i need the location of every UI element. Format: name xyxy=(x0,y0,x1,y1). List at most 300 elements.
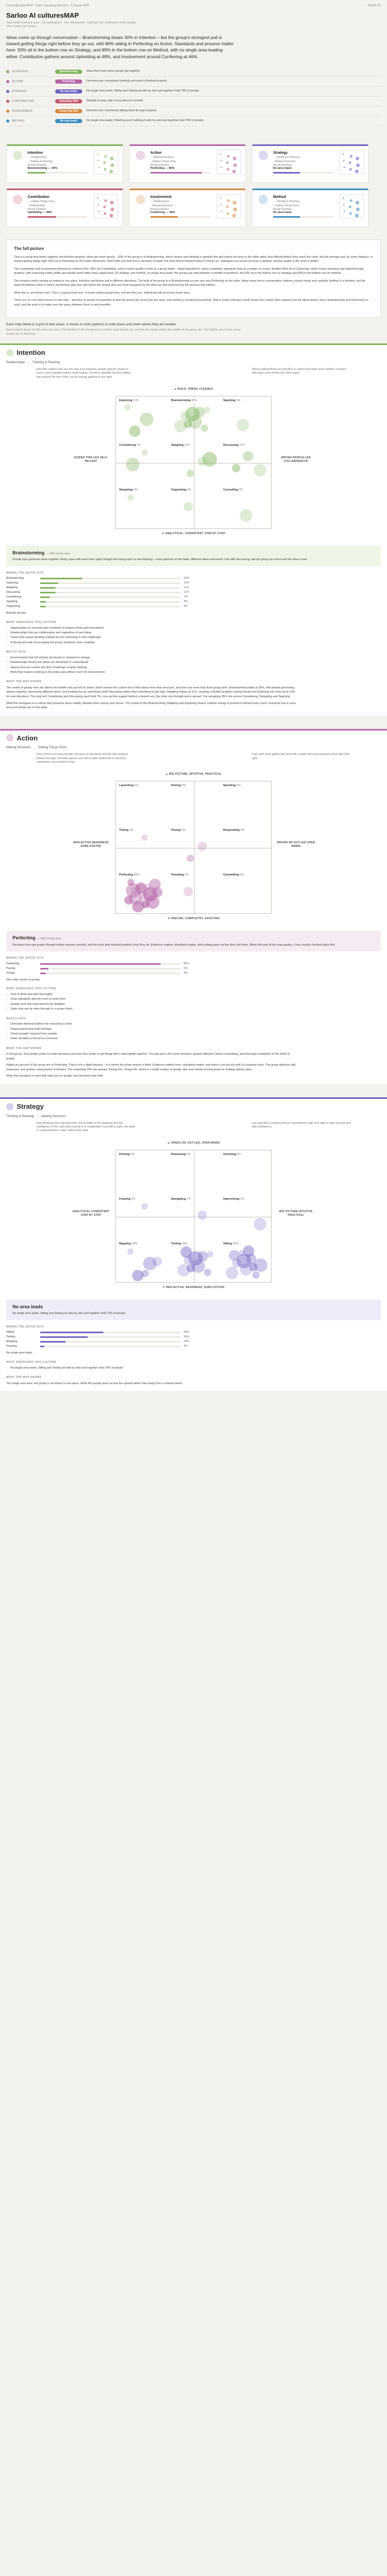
area-label[interactable] xyxy=(170,1197,192,1202)
bar-fill xyxy=(40,963,161,965)
card-axis-1: ↔ Thinking & Planning xyxy=(273,156,300,160)
bar-track xyxy=(40,1346,180,1347)
bar-row xyxy=(6,586,381,590)
bar-track xyxy=(40,973,180,974)
bar-label: Organising xyxy=(6,605,20,608)
leading-area-share: — 86% of this view xyxy=(37,937,61,941)
map-plot xyxy=(115,1150,272,1283)
area-name: Considering xyxy=(119,444,137,447)
axis-desc-left: How thinking turns into direction: the breadth of the planning and the confidence of the calls that commit to it. Imaginative runs left to right, not quite in comprehensive order, rather than rank. xyxy=(36,1121,135,1133)
nine-area-map xyxy=(69,1138,318,1294)
map-plot xyxy=(115,781,272,914)
bar-fill xyxy=(40,1336,88,1338)
chip-dimension: STRATEGY xyxy=(12,89,28,93)
bar-label: Mapping xyxy=(6,1340,18,1344)
area-bubble xyxy=(207,1251,213,1257)
card-progress-fill xyxy=(28,172,46,174)
area-label[interactable] xyxy=(118,784,139,788)
bar-fill xyxy=(40,1346,44,1347)
card-accent-bar xyxy=(130,189,246,190)
card-axis-2: ↕ Making Decisions xyxy=(273,160,296,164)
area-label[interactable] xyxy=(118,1242,138,1246)
chip-row[interactable] xyxy=(6,97,381,107)
bar-value: 86% xyxy=(184,962,190,965)
area-name: Consulting xyxy=(223,488,239,492)
nine-area-map xyxy=(69,384,318,540)
axis-left-label: ANALYTICAL CONSISTENT STEP BY STEP xyxy=(72,1210,110,1217)
area-name: Testing xyxy=(171,1242,182,1245)
bar-track xyxy=(40,587,180,589)
bars-header: WHERE THE GROUP SITS xyxy=(6,957,44,960)
list-item: • Roles decided or forced at a moment xyxy=(6,1037,381,1041)
bar-value: 6% xyxy=(184,966,188,970)
dimension-dot-icon xyxy=(6,70,9,73)
bar-label: Sparking xyxy=(6,600,18,604)
bar-label: Pacing xyxy=(6,966,15,970)
bar-label: Brainstorming xyxy=(6,577,24,580)
card-progress xyxy=(150,172,210,174)
card-title: Method xyxy=(273,195,286,200)
card-accent-bar xyxy=(7,144,123,146)
section-header xyxy=(0,345,387,361)
dimension-dot-icon xyxy=(6,110,9,113)
chip-row[interactable] xyxy=(6,67,381,77)
bar-row xyxy=(6,1344,381,1349)
area-label[interactable] xyxy=(118,1197,136,1202)
full-header: WHAT THE MAP SHOWS xyxy=(6,1046,42,1050)
area-label[interactable] xyxy=(170,1152,192,1157)
area-bubble xyxy=(226,1267,238,1279)
axis-bottom-label: ▼ ANALYTICAL, CONSISTENT, STEP BY STEP xyxy=(162,532,225,536)
area-name: Organising xyxy=(171,488,187,492)
area-value: 4% xyxy=(187,488,191,492)
list-item: • Relationships that are collaborative and supportive of next ideas xyxy=(6,631,381,635)
card-axis-1: ↔ Thinking & Planning xyxy=(273,200,300,204)
section-spacer xyxy=(0,1386,387,1391)
area-bubble xyxy=(232,464,240,472)
guide-link[interactable]: View Guide Full Survey xyxy=(6,25,36,29)
area-value: 0% xyxy=(240,829,245,832)
card-progress-fill xyxy=(28,216,56,218)
list-item: • No single area leads; Sifting and Testing sit side by side and together hold 79% of people xyxy=(6,1366,381,1371)
dimension-chips xyxy=(6,67,381,126)
area-bubble xyxy=(188,415,202,429)
bar-track xyxy=(40,596,180,598)
area-bubble xyxy=(237,419,249,431)
area-name: Sprinting xyxy=(223,784,237,788)
area-value: 13% xyxy=(133,399,139,403)
card-progress xyxy=(273,216,333,218)
area-name: Priming xyxy=(119,1152,131,1156)
axis-poles xyxy=(0,1114,387,1119)
mini-map-icon xyxy=(339,194,364,219)
bar-value: 4% xyxy=(184,600,188,604)
bar-track xyxy=(40,968,180,970)
leading-area-box xyxy=(6,1299,381,1320)
chip-dimension: METHOD xyxy=(12,119,25,123)
area-label[interactable] xyxy=(222,1152,242,1157)
area-bubble xyxy=(146,895,160,909)
list-item: • Demands delivered before the reasoning is done xyxy=(6,1022,381,1027)
area-bubble xyxy=(141,1270,149,1277)
bar-track xyxy=(40,582,180,584)
area-value: 2% xyxy=(133,488,138,492)
area-label[interactable] xyxy=(222,784,242,788)
area-name: Adapting xyxy=(171,444,185,447)
card-result-label: Result summary xyxy=(150,208,170,211)
area-name: Sifting xyxy=(223,1242,233,1245)
chip-badge: No area leads xyxy=(55,119,82,124)
area-label[interactable] xyxy=(222,488,244,493)
full-picture-p5: There are no core blind corners in this map – attention is spread in proportion to how the group sits across the two axes, and nothing is avoided beyond that. That is worth noticing in itself: teams this careful often squeeze out the ideas phase. Here, Brainstorming and Perfecting co-exist, and the work is to make sure the space between them is well-travelled. xyxy=(14,299,369,307)
energises-list xyxy=(6,1366,381,1371)
full-picture-p1: This is a group that thinks together and finishes properly. Ideas get aired openly – 30% of the group is in Brainstorming, which means new thinking is sparked live and tested out loud on the table rather than filtered before they reach the room. But the stronger pull, by some distance, is toward getting things right: 86% sit in Perfecting on the action dimension, which tells you that once a decision is made, the work will be finished before it moves on. Standards are sound, process is applied, and the quality of the work is visible. xyxy=(14,255,373,263)
arrow-icon: ↔ xyxy=(27,361,31,365)
chip-text: Decisions are reached by talking them through properly xyxy=(86,109,157,113)
axis-label-2: Getting Things Done xyxy=(38,746,67,750)
area-value: 2% xyxy=(239,488,243,492)
bar-value: 3% xyxy=(184,1345,188,1348)
axis-label-1: Thinking & Planning xyxy=(6,1114,34,1118)
list-item: • Environments that left entirely structured or resistant to change xyxy=(6,656,381,660)
area-label[interactable] xyxy=(118,443,142,448)
list-item: • Relationships where new ideas are dismissed or undervalued xyxy=(6,660,381,665)
dimension-section-intention xyxy=(0,343,387,715)
full-picture xyxy=(6,240,381,317)
area-label[interactable] xyxy=(170,828,187,833)
area-bubble xyxy=(254,464,266,476)
axis-left-label: GUIDED THIN LED SELF-RELIANT xyxy=(73,456,109,463)
area-label[interactable] xyxy=(170,784,187,788)
card-result: Upholding — 48% xyxy=(28,211,52,215)
area-label[interactable] xyxy=(170,873,190,878)
dimension-icon xyxy=(259,195,268,204)
leading-area-text: Decisions here get proper thought before anyone commits, and the work gets finished properly once they do. Evidence matters, standards matter, and nothing goes out the door half done. When this part of the map speaks, it has usually checked twice first. xyxy=(12,943,336,947)
area-name: Steadying xyxy=(119,488,134,492)
area-name: Timing xyxy=(119,829,130,832)
energises-header: WHAT ENERGISES THIS CULTURE xyxy=(6,1360,57,1364)
dimension-card[interactable] xyxy=(6,188,123,227)
axis-label-2: Thinking & Planning xyxy=(32,361,60,364)
area-bubble xyxy=(129,426,140,437)
card-progress xyxy=(28,172,87,174)
area-value: 0% xyxy=(236,1152,241,1156)
bar-value: 11% xyxy=(184,586,189,590)
chip-row[interactable] xyxy=(6,77,381,87)
list-item: • A strong and safe encouraging the group, produces more creativity xyxy=(6,641,381,645)
axis-top-label: ▲ HANDS ON, OUT-LED, OPEN MINDS xyxy=(167,1141,220,1145)
bar-label: Perfecting xyxy=(6,962,19,965)
area-label[interactable] xyxy=(118,399,140,403)
dimension-icon xyxy=(136,151,145,160)
card-accent-bar xyxy=(130,144,246,146)
full-picture-p4: What this is, and what it isn't. This is a group-level lens. It shows where people lean, not who they are. Individuals will sit across every area. xyxy=(14,291,190,295)
watch-list xyxy=(6,1022,381,1041)
area-value: 7% xyxy=(136,444,141,447)
dimension-dot-icon xyxy=(6,80,9,83)
axis-descriptions xyxy=(0,1119,387,1133)
chip-row[interactable] xyxy=(6,107,381,116)
bar-label: Adapting xyxy=(6,586,18,590)
bar-value: 11% xyxy=(184,591,189,594)
area-name: Framing xyxy=(119,1197,132,1201)
area-bubble xyxy=(246,1254,256,1264)
bar-value: 4% xyxy=(184,971,188,975)
bar-row xyxy=(6,971,381,976)
card-title: Strategy xyxy=(273,151,288,155)
dimension-card[interactable] xyxy=(129,188,246,227)
bar-label: Framing xyxy=(6,1345,17,1348)
bar-row xyxy=(6,1330,381,1335)
list-item: • Spaces that are routine and don't challenge creative thinking xyxy=(6,666,381,670)
full-text: The centre of gravity here sits above the middle and just left of centre, which means this culture led in their ideas more than structure, and from see more than from group point. Brainstorming leads at 30%, with people generating options together, welcoming different views, and treating live an something worth discussing rather than something to get right. Adapting follows at 11%, showing a flexible problem solving streak and Exploring sits close by at 13% for new directions. The long tail: Considering and Discussing each hold 7%, nice put the support behind a shared rest, the other end through and a spread. The remaining 35% sits across Considering, Steadying and Sparking. xyxy=(6,686,295,698)
card-title: Involvement xyxy=(150,195,172,200)
axis-desc-left: How choices become results: the pace of decisions and the way delivery follows through. Decision speed runs left to right, deliberate to decisive; completion rises bottom to top. xyxy=(36,753,128,764)
area-bubble xyxy=(141,1203,148,1210)
area-label[interactable] xyxy=(222,399,241,403)
mini-map-icon xyxy=(94,150,119,175)
axis-right-label: DRIVEN ON OUT-LED OPEN MINDS xyxy=(277,841,315,848)
leading-area-title: No area leads xyxy=(12,1304,43,1309)
breadcrumb: Sharon@cultureMAP · Team Operating Narrative · 8 August 2025 xyxy=(6,4,89,7)
bar-track xyxy=(40,1336,180,1338)
section-header xyxy=(0,731,387,746)
dimension-icon xyxy=(6,1103,14,1110)
chip-row[interactable] xyxy=(6,116,381,126)
area-label[interactable] xyxy=(222,828,246,833)
area-name: Exploring xyxy=(119,399,133,403)
list-item: • Opportunities to innovate and contribute to progress that push boundaries xyxy=(6,626,381,631)
dimension-card[interactable] xyxy=(252,188,369,227)
dimension-icon xyxy=(13,151,22,160)
chip-dimension: CONTRIBUTION xyxy=(12,99,34,103)
area-value: 86% xyxy=(134,873,140,877)
full-picture-title: The full picture xyxy=(14,246,44,251)
map-note-detail: Every map is drawn on the same two axes. The shadow in the background is where most people are, and the dot shows where the middle of the group sits. The bubble size is how many people are in that area. xyxy=(6,328,241,336)
area-name: Launching xyxy=(119,784,135,788)
area-bubble xyxy=(141,834,148,841)
dimension-card[interactable] xyxy=(129,144,246,183)
area-name: Finishing xyxy=(171,873,185,877)
axis-label-2: Making Decisions xyxy=(41,1114,66,1118)
area-value: 0% xyxy=(182,784,186,788)
bar-track xyxy=(40,606,180,607)
area-label[interactable] xyxy=(118,828,134,833)
top-bar xyxy=(0,0,387,8)
chip-text: Ideas flow freely when people get together xyxy=(86,70,140,73)
card-result-label: Result summary xyxy=(273,208,292,211)
area-bubble xyxy=(187,470,194,477)
area-value: 45% xyxy=(233,1242,239,1245)
area-label[interactable] xyxy=(222,1197,246,1202)
card-progress-fill xyxy=(150,216,178,218)
area-label[interactable] xyxy=(222,1242,240,1246)
bars-footnote: One clear centre of gravity xyxy=(6,978,40,981)
card-result-label: Result summary xyxy=(28,164,47,167)
bar-fill xyxy=(40,1332,104,1333)
area-label[interactable] xyxy=(222,873,245,878)
bar-fill xyxy=(40,968,48,970)
bar-track xyxy=(40,1341,180,1343)
bar-row xyxy=(6,581,381,586)
watch-list xyxy=(6,656,381,675)
dimension-icon xyxy=(259,151,268,160)
bar-row xyxy=(6,590,381,595)
dimension-card[interactable] xyxy=(6,144,123,183)
area-bubble xyxy=(180,1246,192,1258)
section-spacer xyxy=(0,710,387,715)
dimension-icon xyxy=(13,195,22,204)
area-value: 0% xyxy=(236,784,241,788)
card-title: Contribution xyxy=(28,195,49,200)
chip-badge: No area leads xyxy=(55,89,82,94)
dimension-dot-icon xyxy=(6,100,9,103)
bar-row xyxy=(6,595,381,600)
watch-header: WATCH OUTS xyxy=(6,1017,27,1020)
chip-text: Decisions are considered carefully and work is finished properly xyxy=(86,79,167,83)
dimension-section-strategy xyxy=(0,1097,387,1391)
card-result: Perfecting — 86% xyxy=(150,167,175,170)
area-label[interactable] xyxy=(118,488,139,493)
area-value: 30% xyxy=(191,399,198,403)
area-label[interactable] xyxy=(170,1242,189,1246)
section-header xyxy=(0,1099,387,1114)
area-name: Brainstorming xyxy=(171,399,192,403)
chip-badge: Perfecting xyxy=(55,79,82,84)
nine-area-map xyxy=(69,769,318,925)
arrow-icon: ↔ xyxy=(33,746,36,750)
card-axis-2: ↕ Relationships xyxy=(28,204,45,208)
card-accent-bar xyxy=(252,189,368,190)
area-value: 2% xyxy=(184,873,189,877)
bar-label: Discussing xyxy=(6,591,20,594)
map-plot xyxy=(115,396,272,529)
bar-fill xyxy=(40,596,50,598)
chip-row[interactable] xyxy=(6,87,381,97)
area-value: 2% xyxy=(240,1197,244,1201)
full-picture-p3: The tensions worth naming sit mainly in one place: Intention and Action pull in different directions. The bulk of the group is in Brainstorming on one axis and Perfecting on the other. Ideas move fast in conversation; delivery moves slowly and carefully. Neither is a problem, but the hand-off between them is where momentum gets lost, and where the people who are most energised by the idea can feel held back by the process that follows. xyxy=(14,279,366,287)
dimension-section-action xyxy=(0,729,387,1084)
dimension-dot-icon xyxy=(6,90,9,93)
card-accent-bar xyxy=(7,189,123,190)
energises-list xyxy=(6,626,381,645)
area-name: Discussing xyxy=(223,444,239,447)
area-value: 6% xyxy=(181,829,186,832)
card-progress-fill xyxy=(273,172,300,174)
area-name: Pacing xyxy=(171,829,182,832)
bar-fill xyxy=(40,601,46,603)
bars-footnote: Broadly spread xyxy=(6,612,25,615)
results-tab[interactable]: RESULTS xyxy=(368,4,381,7)
axis-descriptions xyxy=(0,365,387,379)
area-label[interactable] xyxy=(222,443,246,448)
area-bubble xyxy=(191,1259,205,1273)
leading-area-title: Perfecting xyxy=(12,935,36,941)
full-text-3: What this energises is work that stays put on quality, and decisions that hold. xyxy=(6,1074,104,1078)
full-text-2: Eighty-six percent of this group are in Perfecting. That is not a slight balance – it is where the whole picture is tilted. Evidence matters here, standards matter, and work is not put out until it is properly done. The group distrusts half-measures, and pushes, and practice of finishes. The remaining 14% are spread: Pacing 6%, Timing 4%, which is a small number of people who lean toward moving faster or holding options open. xyxy=(6,1064,296,1071)
leading-area-share: — 30% of the view xyxy=(46,552,70,556)
page-title: Sarloo AI culturesMAP xyxy=(6,11,79,20)
area-value: 34% xyxy=(182,1242,188,1245)
area-label[interactable] xyxy=(118,873,140,878)
area-bubble xyxy=(198,1211,207,1220)
dimension-card[interactable] xyxy=(252,144,369,183)
bar-fill xyxy=(40,587,56,589)
dimension-dot-icon xyxy=(6,119,9,123)
area-bubble xyxy=(252,1271,260,1279)
axis-label-1: Relationships xyxy=(6,361,25,364)
area-value: 11% xyxy=(184,444,190,447)
bar-value: 30% xyxy=(184,577,190,580)
bar-row xyxy=(6,1335,381,1339)
full-header: WHAT THE MAP SHOWS xyxy=(6,680,42,684)
bars-header: WHERE THE GROUP SITS xyxy=(6,1325,44,1329)
bar-fill xyxy=(40,973,46,974)
full-text: The single area here; the group is not drawn to one place. What 4% people place across the spread rather than rising from a shared centre. xyxy=(6,1382,183,1385)
leading-area-box xyxy=(6,546,381,566)
bar-value: 45% xyxy=(184,1331,190,1334)
card-result: Brainstorming — 30% xyxy=(28,167,58,170)
area-name: Mapping xyxy=(119,1242,132,1245)
arrow-icon: ↔ xyxy=(36,1115,40,1118)
mini-map-icon xyxy=(94,194,119,219)
full-text-2: What this energises is a culture that produces ideas readily, debates them openly and moves. The sprawl of the Brainstorming, Adapting and Exploring means creative energy is present in almost every room. Everyone has a voice and most things are on the table. xyxy=(6,701,296,710)
full-picture-p2: The contribution and involvement dimensions reinforce this: 48% sit in Upholding, which means quality is held as a group belief – detail attended to, tasks completed, standards kept as a matter of course. Another 46% sit in Conferring, which means decisions get talked through properly, with reasoning made visible and doubts aired rather than suppressed. On strategy and method, no single area leads: the groups are split between a handful of positions, but 93% sit in the bottom row on strategy and 89% in the bottom row on method. xyxy=(14,267,364,275)
list-item: • 'Good enough' imposed from outside xyxy=(6,1032,381,1037)
area-bubble xyxy=(140,413,153,426)
area-bubble xyxy=(201,424,208,432)
area-bubble xyxy=(240,509,252,522)
chip-text: No single area leads; Sifting and Testing sit side by side and together hold 79% of people xyxy=(86,89,199,93)
bar-fill xyxy=(40,1341,66,1343)
bar-label: Testing xyxy=(6,1335,16,1339)
list-item: • Quality work that lasts beyond the deadline xyxy=(6,1002,381,1007)
chip-badge: Upholding 48% xyxy=(55,99,82,104)
section-title: Strategy xyxy=(17,1102,44,1110)
full-text: In this group, 3xxt people prefer to make decisions and how they prefer to get things done stand tightly together. The bad pull is the same direction: toward reflective, before committing, and thorough completion to the finish of quality. xyxy=(6,1053,290,1060)
area-label[interactable] xyxy=(118,1152,136,1157)
area-name: Inventing xyxy=(223,1152,237,1156)
bar-track xyxy=(40,1332,180,1333)
card-result: No area leads xyxy=(273,167,292,170)
area-name: Navigating xyxy=(171,1197,187,1201)
chip-dimension: INVOLVEMENT xyxy=(12,109,33,113)
card-result: No area leads xyxy=(273,211,292,215)
bar-value: 18% xyxy=(184,1340,190,1344)
full-header: WHAT THE MAP SHOWS xyxy=(6,1375,42,1379)
card-axis-1: ↔ Getting Things Done xyxy=(28,200,55,204)
bar-track xyxy=(40,578,180,579)
bar-track xyxy=(40,592,180,593)
area-label[interactable] xyxy=(170,399,198,403)
leading-area-title: Brainstorming xyxy=(12,550,45,556)
bar-fill xyxy=(40,592,56,593)
area-bubble xyxy=(126,458,139,471)
area-name: Sparking xyxy=(223,399,237,403)
area-bubble xyxy=(254,1218,266,1230)
mini-map-icon xyxy=(339,150,364,175)
leading-area-text: No single area leads; Sifting and Testing sit side by side and together hold 79% of people. xyxy=(12,1312,126,1316)
card-result-label: Result summary xyxy=(150,164,170,167)
area-value: 11% xyxy=(239,444,245,447)
area-label[interactable] xyxy=(170,488,192,493)
area-bubble xyxy=(202,452,217,467)
axis-top-label: ▲ BIG PICTURE, INTUITIVE, PRACTICAL xyxy=(165,773,222,776)
area-label[interactable] xyxy=(170,443,191,448)
bar-value: 34% xyxy=(184,1335,190,1339)
summary-text: Ideas come up through conversation – Brainstorming draws 30% in Intention – but the group's strongest pull is toward getting things right before they go out, with 86% sitting in Perfecting on Action. Standards and process matter here: 93% sit in the bottom row on Strategy, and 89% in the bottom row on Method, with no single area leading either. Contribution gathers around Upholding at 48%, and Involvement around Conferring at 46%. xyxy=(6,34,234,59)
area-value: 18% xyxy=(132,1242,138,1245)
